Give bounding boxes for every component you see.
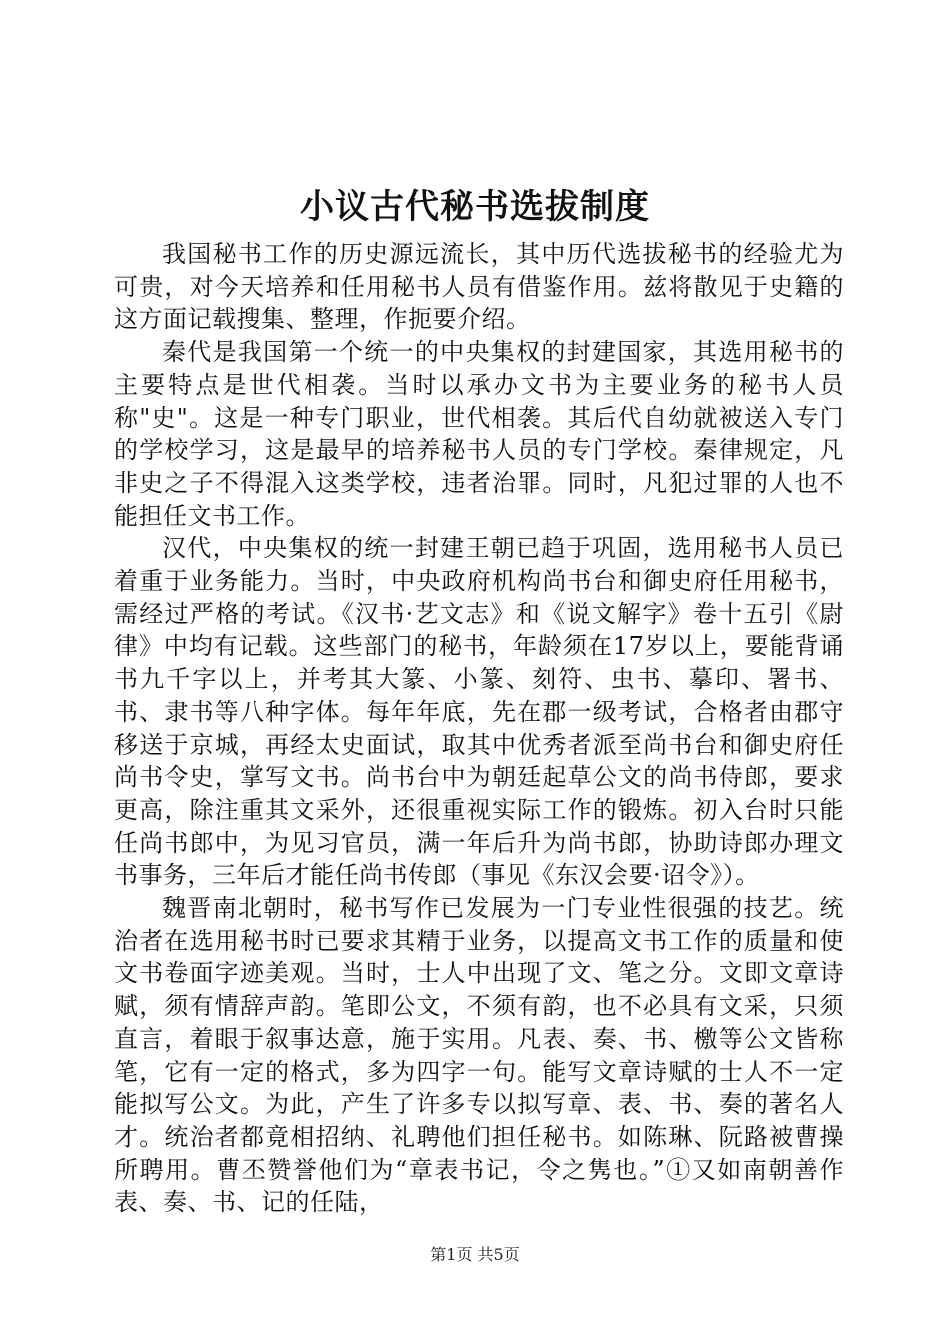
paragraph-qin: 秦代是我国第一个统一的中央集权的封建国家，其选用秘书的主要特点是世代相袭。当时以承办文书为主要业务的秘书人员称"史"。这是一种专门职业，世代相袭。其后代自幼就被送入专门的学校学习，这是最早的培养秘书人员的专门学校。秦律规定，凡非史之子不得混入这类学校，违者治罪。同时，凡犯过罪的人也不能担任文书工作。 [114, 338, 844, 530]
paragraph-han: 汉代，中央集权的统一封建王朝已趋于巩固，选用秘书人员已着重于业务能力。当时，中央政府机构尚书台和御史府任用秘书，需经过严格的考试。《汉书·艺文志》和《说文解字》卷十五引《尉律》中均有记载。这些部门的秘书，年龄须在17岁以上，要能背诵书九千字以上，并考其大篆、小篆、刻符、虫书、摹印、署书、书、隶书等八种字体。每年年底，先在郡一级考试，合格者由郡守移送于京城，再经太史面试，取其中优秀者派至尚书台和御史府任尚书令史，掌写文书。尚书台中为朝廷起草公文的尚书侍郎，要求更高，除注重其文采外，还很重视实际工作的锻炼。初入台时只能任尚书郎中，为见习官员，满一年后升为尚书郎，协助诗郎办理文书事务，三年后才能任尚书传郎（事见《东汉会要·诏令》）。 [114, 534, 844, 890]
paragraph-intro: 我国秘书工作的历史源远流长，其中历代选拔秘书的经验尤为可贵，对今天培养和任用秘书人员有借鉴作用。兹将散见于史籍的这方面记载搜集、整理，作扼要介绍。 [114, 240, 844, 334]
document-body [114, 238, 844, 1219]
page-footer: 第1页 共5页 [430, 1245, 520, 1264]
document-title: 小议古代秘书选拔制度 [300, 187, 650, 227]
paragraph-weijin: 魏晋南北朝时，秘书写作已发展为一门专业性很强的技艺。统治者在选用秘书时已要求其精于业务，以提高文书工作的质量和使文书卷面字迹美观。当时，士人中出现了文、笔之分。文即文章诗赋，须有情辞声韵。笔即公文，不须有韵，也不必具有文采，只须直言，着眼于叙事达意，施于实用。凡表、奏、书、檄等公文皆称笔，它有一定的格式，多为四字一句。能写文章诗赋的士人不一定能拟写公文。为此，产生了许多专以拟写章、表、书、奏的著名人才。统治者都竟相招纳、礼聘他们担任秘书。如陈琳、阮路被曹操所聘用。曹丕赞誉他们为“章表书记，令之隽也。”①又如南朝善作表、奏、书、记的任陆， [114, 894, 844, 1217]
